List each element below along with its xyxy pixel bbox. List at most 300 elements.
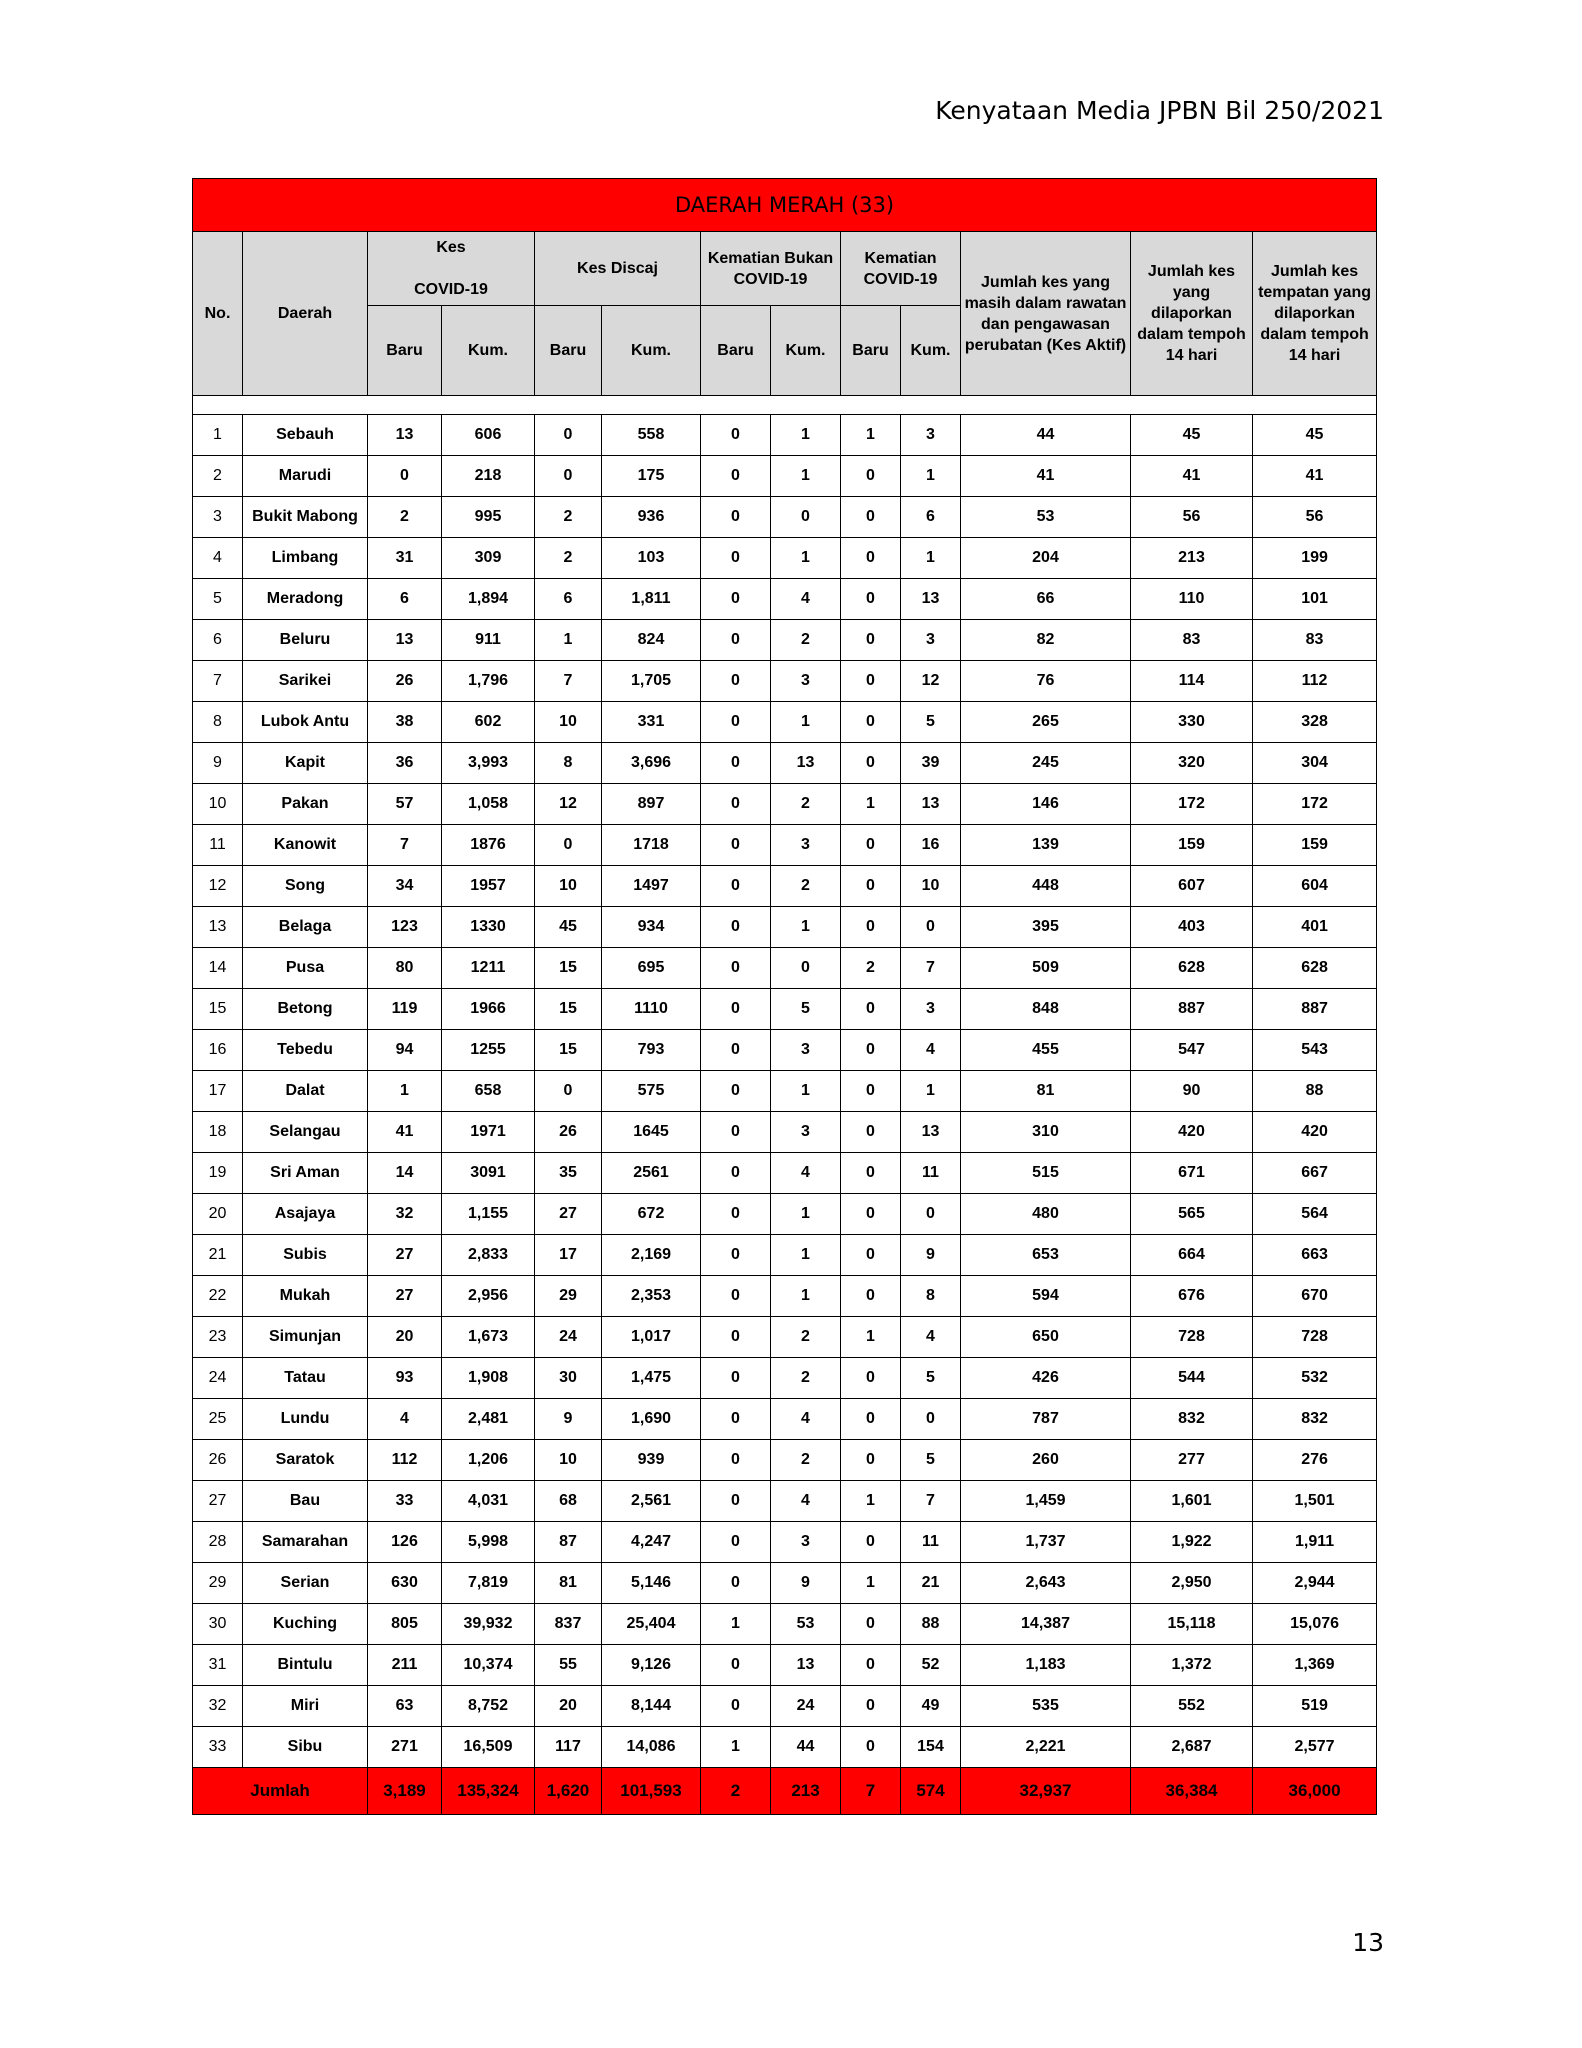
table-cell: 1966 bbox=[442, 989, 535, 1030]
table-cell: 1 bbox=[901, 456, 961, 497]
district-name-cell: Serian bbox=[243, 1563, 368, 1604]
page-number: 13 bbox=[1352, 1928, 1384, 1957]
table-cell: 0 bbox=[701, 1153, 771, 1194]
table-cell: 3,696 bbox=[602, 743, 701, 784]
table-cell: 1718 bbox=[602, 825, 701, 866]
table-row bbox=[193, 1645, 1377, 1686]
table-cell: 9 bbox=[535, 1399, 602, 1440]
table-cell: 0 bbox=[701, 1481, 771, 1522]
table-cell: 0 bbox=[841, 1645, 901, 1686]
table-cell: 1 bbox=[841, 1317, 901, 1358]
row-number-cell: 14 bbox=[193, 948, 243, 989]
row-number-cell: 21 bbox=[193, 1235, 243, 1276]
table-cell: 1110 bbox=[602, 989, 701, 1030]
table-cell: 1,811 bbox=[602, 579, 701, 620]
table-row bbox=[193, 1317, 1377, 1358]
table-cell: 8 bbox=[901, 1276, 961, 1317]
table-cell: 670 bbox=[1253, 1276, 1377, 1317]
subheader-baru: Baru bbox=[535, 306, 602, 396]
table-cell: 575 bbox=[602, 1071, 701, 1112]
table-cell: 0 bbox=[535, 1071, 602, 1112]
table-cell: 15 bbox=[535, 1030, 602, 1071]
row-number-cell: 2 bbox=[193, 456, 243, 497]
table-cell: 1957 bbox=[442, 866, 535, 907]
table-row bbox=[193, 907, 1377, 948]
district-name-cell: Marudi bbox=[243, 456, 368, 497]
table-cell: 403 bbox=[1131, 907, 1253, 948]
table-cell: 218 bbox=[442, 456, 535, 497]
row-number-cell: 20 bbox=[193, 1194, 243, 1235]
table-cell: 12 bbox=[535, 784, 602, 825]
table-cell: 112 bbox=[1253, 661, 1377, 702]
district-name-cell: Mukah bbox=[243, 1276, 368, 1317]
table-cell: 0 bbox=[701, 866, 771, 907]
table-cell: 2561 bbox=[602, 1153, 701, 1194]
table-cell: 1 bbox=[701, 1604, 771, 1645]
table-cell: 0 bbox=[841, 497, 901, 538]
table-cell: 848 bbox=[961, 989, 1131, 1030]
table-cell: 0 bbox=[701, 1440, 771, 1481]
table-cell: 126 bbox=[368, 1522, 442, 1563]
table-row bbox=[193, 661, 1377, 702]
table-cell: 13 bbox=[771, 1645, 841, 1686]
table-cell: 1 bbox=[771, 1276, 841, 1317]
covid-district-table bbox=[192, 178, 1377, 1815]
table-cell: 0 bbox=[701, 1358, 771, 1399]
table-cell: 80 bbox=[368, 948, 442, 989]
table-cell: 15,118 bbox=[1131, 1604, 1253, 1645]
table-cell: 34 bbox=[368, 866, 442, 907]
table-cell: 0 bbox=[841, 456, 901, 497]
table-cell: 0 bbox=[841, 866, 901, 907]
table-cell: 88 bbox=[1253, 1071, 1377, 1112]
subheader-kum: Kum. bbox=[901, 306, 961, 396]
table-cell: 1 bbox=[771, 1235, 841, 1276]
table-cell: 4 bbox=[368, 1399, 442, 1440]
table-cell: 3 bbox=[771, 1112, 841, 1153]
table-row bbox=[193, 784, 1377, 825]
table-row bbox=[193, 1399, 1377, 1440]
district-name-cell: Pakan bbox=[243, 784, 368, 825]
table-cell: 83 bbox=[1253, 620, 1377, 661]
table-cell: 1 bbox=[771, 415, 841, 456]
table-cell: 20 bbox=[535, 1686, 602, 1727]
total-cell: 32,937 bbox=[961, 1768, 1131, 1815]
table-cell: 4 bbox=[901, 1030, 961, 1071]
table-cell: 650 bbox=[961, 1317, 1131, 1358]
table-cell: 20 bbox=[368, 1317, 442, 1358]
table-row bbox=[193, 1153, 1377, 1194]
table-cell: 2,687 bbox=[1131, 1727, 1253, 1768]
table-cell: 0 bbox=[701, 1563, 771, 1604]
table-cell: 0 bbox=[841, 702, 901, 743]
table-cell: 4 bbox=[771, 1153, 841, 1194]
table-row bbox=[193, 989, 1377, 1030]
table-cell: 0 bbox=[701, 907, 771, 948]
table-cell: 676 bbox=[1131, 1276, 1253, 1317]
table-cell: 25,404 bbox=[602, 1604, 701, 1645]
table-cell: 1 bbox=[535, 620, 602, 661]
table-cell: 3 bbox=[901, 620, 961, 661]
table-cell: 1 bbox=[771, 538, 841, 579]
header-daerah: Daerah bbox=[243, 232, 368, 396]
table-cell: 3 bbox=[771, 661, 841, 702]
table-cell: 260 bbox=[961, 1440, 1131, 1481]
table-cell: 33 bbox=[368, 1481, 442, 1522]
table-cell: 995 bbox=[442, 497, 535, 538]
table-cell: 1,737 bbox=[961, 1522, 1131, 1563]
table-cell: 0 bbox=[701, 702, 771, 743]
table-cell: 0 bbox=[841, 579, 901, 620]
table-cell: 0 bbox=[901, 1399, 961, 1440]
table-cell: 0 bbox=[701, 825, 771, 866]
table-cell: 0 bbox=[701, 1235, 771, 1276]
row-number-cell: 15 bbox=[193, 989, 243, 1030]
table-cell: 14,387 bbox=[961, 1604, 1131, 1645]
table-cell: 1,501 bbox=[1253, 1481, 1377, 1522]
table-cell: 12 bbox=[901, 661, 961, 702]
total-label-cell: Jumlah bbox=[193, 1768, 368, 1815]
row-number-cell: 17 bbox=[193, 1071, 243, 1112]
table-cell: 5,998 bbox=[442, 1522, 535, 1563]
table-cell: 49 bbox=[901, 1686, 961, 1727]
table-cell: 13 bbox=[368, 415, 442, 456]
table-cell: 0 bbox=[841, 1358, 901, 1399]
header-dilaporkan-14-hari: Jumlah kes yang dilaporkan dalam tempoh 14 hari bbox=[1131, 232, 1253, 396]
row-number-cell: 4 bbox=[193, 538, 243, 579]
district-name-cell: Miri bbox=[243, 1686, 368, 1727]
table-cell: 0 bbox=[701, 538, 771, 579]
table-cell: 1,475 bbox=[602, 1358, 701, 1399]
table-cell: 26 bbox=[535, 1112, 602, 1153]
header-tempatan-14-hari: Jumlah kes tempatan yang dilaporkan dalam tempoh 14 hari bbox=[1253, 232, 1377, 396]
table-cell: 114 bbox=[1131, 661, 1253, 702]
table-cell: 139 bbox=[961, 825, 1131, 866]
table-row bbox=[193, 1235, 1377, 1276]
table-cell: 1 bbox=[771, 702, 841, 743]
row-number-cell: 27 bbox=[193, 1481, 243, 1522]
table-cell: 172 bbox=[1131, 784, 1253, 825]
table-cell: 0 bbox=[841, 1194, 901, 1235]
table-cell: 103 bbox=[602, 538, 701, 579]
table-cell: 320 bbox=[1131, 743, 1253, 784]
table-cell: 1,155 bbox=[442, 1194, 535, 1235]
table-cell: 3091 bbox=[442, 1153, 535, 1194]
row-number-cell: 13 bbox=[193, 907, 243, 948]
subheader-kum: Kum. bbox=[771, 306, 841, 396]
row-number-cell: 12 bbox=[193, 866, 243, 907]
table-cell: 395 bbox=[961, 907, 1131, 948]
table-cell: 0 bbox=[368, 456, 442, 497]
table-cell: 31 bbox=[368, 538, 442, 579]
table-cell: 2 bbox=[771, 1317, 841, 1358]
table-cell: 276 bbox=[1253, 1440, 1377, 1481]
table-cell: 0 bbox=[841, 620, 901, 661]
table-cell: 21 bbox=[901, 1563, 961, 1604]
table-cell: 35 bbox=[535, 1153, 602, 1194]
table-cell: 330 bbox=[1131, 702, 1253, 743]
table-cell: 0 bbox=[701, 1399, 771, 1440]
table-cell: 0 bbox=[701, 989, 771, 1030]
table-cell: 17 bbox=[535, 1235, 602, 1276]
table-cell: 0 bbox=[841, 825, 901, 866]
table-cell: 509 bbox=[961, 948, 1131, 989]
table-cell: 0 bbox=[701, 1317, 771, 1358]
district-name-cell: Lubok Antu bbox=[243, 702, 368, 743]
district-name-cell: Saratok bbox=[243, 1440, 368, 1481]
table-cell: 0 bbox=[701, 1686, 771, 1727]
header-kematian-covid: Kematian COVID-19 bbox=[841, 232, 961, 306]
row-number-cell: 1 bbox=[193, 415, 243, 456]
table-cell: 824 bbox=[602, 620, 701, 661]
table-cell: 897 bbox=[602, 784, 701, 825]
table-cell: 154 bbox=[901, 1727, 961, 1768]
table-cell: 535 bbox=[961, 1686, 1131, 1727]
total-cell: 2 bbox=[701, 1768, 771, 1815]
table-row bbox=[193, 1440, 1377, 1481]
table-cell: 0 bbox=[841, 1440, 901, 1481]
row-number-cell: 19 bbox=[193, 1153, 243, 1194]
table-cell: 81 bbox=[961, 1071, 1131, 1112]
row-number-cell: 11 bbox=[193, 825, 243, 866]
table-cell: 0 bbox=[841, 1686, 901, 1727]
table-cell: 1645 bbox=[602, 1112, 701, 1153]
district-name-cell: Betong bbox=[243, 989, 368, 1030]
table-row bbox=[193, 415, 1377, 456]
table-cell: 1 bbox=[841, 415, 901, 456]
row-number-cell: 23 bbox=[193, 1317, 243, 1358]
row-number-cell: 7 bbox=[193, 661, 243, 702]
table-cell: 4 bbox=[901, 1317, 961, 1358]
table-cell: 552 bbox=[1131, 1686, 1253, 1727]
table-cell: 480 bbox=[961, 1194, 1131, 1235]
table-cell: 36 bbox=[368, 743, 442, 784]
district-name-cell: Meradong bbox=[243, 579, 368, 620]
table-cell: 2 bbox=[771, 620, 841, 661]
table-cell: 0 bbox=[701, 415, 771, 456]
table-cell: 0 bbox=[701, 1071, 771, 1112]
table-cell: 10 bbox=[535, 866, 602, 907]
table-cell: 0 bbox=[701, 497, 771, 538]
table-cell: 1 bbox=[771, 907, 841, 948]
table-cell: 4,031 bbox=[442, 1481, 535, 1522]
subheader-kum: Kum. bbox=[442, 306, 535, 396]
table-cell: 10 bbox=[535, 1440, 602, 1481]
table-cell: 94 bbox=[368, 1030, 442, 1071]
table-cell: 0 bbox=[841, 538, 901, 579]
table-cell: 328 bbox=[1253, 702, 1377, 743]
table-cell: 658 bbox=[442, 1071, 535, 1112]
table-cell: 0 bbox=[701, 1030, 771, 1071]
table-cell: 0 bbox=[701, 456, 771, 497]
table-cell: 245 bbox=[961, 743, 1131, 784]
district-name-cell: Limbang bbox=[243, 538, 368, 579]
table-cell: 0 bbox=[701, 1645, 771, 1686]
table-cell: 401 bbox=[1253, 907, 1377, 948]
table-cell: 3 bbox=[771, 1522, 841, 1563]
table-row bbox=[193, 1071, 1377, 1112]
table-cell: 0 bbox=[535, 825, 602, 866]
table-cell: 630 bbox=[368, 1563, 442, 1604]
table-cell: 0 bbox=[901, 907, 961, 948]
table-cell: 2 bbox=[368, 497, 442, 538]
table-cell: 8,752 bbox=[442, 1686, 535, 1727]
total-cell: 36,384 bbox=[1131, 1768, 1253, 1815]
row-number-cell: 18 bbox=[193, 1112, 243, 1153]
table-cell: 2,643 bbox=[961, 1563, 1131, 1604]
table-row bbox=[193, 497, 1377, 538]
table-cell: 2,944 bbox=[1253, 1563, 1377, 1604]
table-cell: 90 bbox=[1131, 1071, 1253, 1112]
table-cell: 10 bbox=[535, 702, 602, 743]
table-row bbox=[193, 702, 1377, 743]
table-cell: 93 bbox=[368, 1358, 442, 1399]
table-cell: 204 bbox=[961, 538, 1131, 579]
district-name-cell: Bukit Mabong bbox=[243, 497, 368, 538]
table-cell: 16,509 bbox=[442, 1727, 535, 1768]
table-cell: 564 bbox=[1253, 1194, 1377, 1235]
table-cell: 81 bbox=[535, 1563, 602, 1604]
district-name-cell: Kanowit bbox=[243, 825, 368, 866]
table-cell: 787 bbox=[961, 1399, 1131, 1440]
subheader-baru: Baru bbox=[841, 306, 901, 396]
table-row bbox=[193, 1563, 1377, 1604]
table-cell: 1,908 bbox=[442, 1358, 535, 1399]
table-cell: 8 bbox=[535, 743, 602, 784]
table-cell: 0 bbox=[841, 1399, 901, 1440]
table-cell: 2 bbox=[841, 948, 901, 989]
table-cell: 1,922 bbox=[1131, 1522, 1253, 1563]
table-cell: 0 bbox=[841, 743, 901, 784]
total-cell: 135,324 bbox=[442, 1768, 535, 1815]
table-cell: 1211 bbox=[442, 948, 535, 989]
row-number-cell: 31 bbox=[193, 1645, 243, 1686]
document-header: Kenyataan Media JPBN Bil 250/2021 bbox=[935, 96, 1384, 125]
table-cell: 32 bbox=[368, 1194, 442, 1235]
table-cell: 5 bbox=[901, 702, 961, 743]
header-kes-discaj: Kes Discaj bbox=[535, 232, 701, 306]
table-cell: 13 bbox=[368, 620, 442, 661]
table-cell: 44 bbox=[961, 415, 1131, 456]
table-cell: 119 bbox=[368, 989, 442, 1030]
table-cell: 110 bbox=[1131, 579, 1253, 620]
district-name-cell: Beluru bbox=[243, 620, 368, 661]
row-number-cell: 30 bbox=[193, 1604, 243, 1645]
table-row bbox=[193, 1358, 1377, 1399]
table-cell: 0 bbox=[841, 661, 901, 702]
row-number-cell: 24 bbox=[193, 1358, 243, 1399]
table-cell: 1 bbox=[901, 1071, 961, 1112]
row-number-cell: 32 bbox=[193, 1686, 243, 1727]
table-cell: 76 bbox=[961, 661, 1131, 702]
table-cell: 887 bbox=[1131, 989, 1253, 1030]
table-cell: 57 bbox=[368, 784, 442, 825]
table-cell: 56 bbox=[1131, 497, 1253, 538]
table-cell: 671 bbox=[1131, 1153, 1253, 1194]
table-cell: 2 bbox=[771, 784, 841, 825]
table-row bbox=[193, 1686, 1377, 1727]
table-cell: 45 bbox=[1131, 415, 1253, 456]
table-cell: 55 bbox=[535, 1645, 602, 1686]
table-cell: 83 bbox=[1131, 620, 1253, 661]
table-cell: 213 bbox=[1131, 538, 1253, 579]
table-cell: 728 bbox=[1253, 1317, 1377, 1358]
table-cell: 448 bbox=[961, 866, 1131, 907]
table-row bbox=[193, 866, 1377, 907]
header-no: No. bbox=[193, 232, 243, 396]
table-row bbox=[193, 743, 1377, 784]
table-cell: 82 bbox=[961, 620, 1131, 661]
total-cell: 3,189 bbox=[368, 1768, 442, 1815]
table-cell: 887 bbox=[1253, 989, 1377, 1030]
table-cell: 4 bbox=[771, 1481, 841, 1522]
table-row bbox=[193, 825, 1377, 866]
table-cell: 172 bbox=[1253, 784, 1377, 825]
table-cell: 3 bbox=[901, 415, 961, 456]
table-cell: 3 bbox=[771, 1030, 841, 1071]
table-cell: 420 bbox=[1131, 1112, 1253, 1153]
table-cell: 455 bbox=[961, 1030, 1131, 1071]
table-cell: 2,353 bbox=[602, 1276, 701, 1317]
table-cell: 11 bbox=[901, 1153, 961, 1194]
table-cell: 0 bbox=[841, 1030, 901, 1071]
table-cell: 159 bbox=[1253, 825, 1377, 866]
table-cell: 5 bbox=[901, 1440, 961, 1481]
table-cell: 2 bbox=[535, 497, 602, 538]
table-row bbox=[193, 456, 1377, 497]
table-cell: 24 bbox=[771, 1686, 841, 1727]
table-cell: 543 bbox=[1253, 1030, 1377, 1071]
table-cell: 101 bbox=[1253, 579, 1377, 620]
table-cell: 14 bbox=[368, 1153, 442, 1194]
table-cell: 1,372 bbox=[1131, 1645, 1253, 1686]
total-cell: 574 bbox=[901, 1768, 961, 1815]
table-cell: 0 bbox=[701, 579, 771, 620]
table-cell: 1 bbox=[771, 1071, 841, 1112]
table-cell: 1 bbox=[841, 1481, 901, 1522]
table-cell: 13 bbox=[901, 784, 961, 825]
table-cell: 2 bbox=[771, 1440, 841, 1481]
table-cell: 1876 bbox=[442, 825, 535, 866]
table-cell: 0 bbox=[841, 1112, 901, 1153]
table-cell: 939 bbox=[602, 1440, 701, 1481]
table-cell: 331 bbox=[602, 702, 701, 743]
table-cell: 5 bbox=[771, 989, 841, 1030]
table-cell: 211 bbox=[368, 1645, 442, 1686]
table-row bbox=[193, 538, 1377, 579]
table-cell: 15 bbox=[535, 948, 602, 989]
table-cell: 565 bbox=[1131, 1194, 1253, 1235]
district-name-cell: Sibu bbox=[243, 1727, 368, 1768]
district-name-cell: Selangau bbox=[243, 1112, 368, 1153]
table-cell: 672 bbox=[602, 1194, 701, 1235]
table-cell: 3 bbox=[771, 825, 841, 866]
table-cell: 604 bbox=[1253, 866, 1377, 907]
subheader-baru: Baru bbox=[368, 306, 442, 396]
row-number-cell: 8 bbox=[193, 702, 243, 743]
table-cell: 44 bbox=[771, 1727, 841, 1768]
table-cell: 1,673 bbox=[442, 1317, 535, 1358]
table-cell: 4 bbox=[771, 1399, 841, 1440]
table-cell: 544 bbox=[1131, 1358, 1253, 1399]
row-number-cell: 33 bbox=[193, 1727, 243, 1768]
table-cell: 27 bbox=[368, 1276, 442, 1317]
table-cell: 519 bbox=[1253, 1686, 1377, 1727]
table-cell: 664 bbox=[1131, 1235, 1253, 1276]
table-row bbox=[193, 1276, 1377, 1317]
header-kes-aktif: Jumlah kes yang masih dalam rawatan dan pengawasan perubatan (Kes Aktif) bbox=[961, 232, 1131, 396]
table-cell: 56 bbox=[1253, 497, 1377, 538]
